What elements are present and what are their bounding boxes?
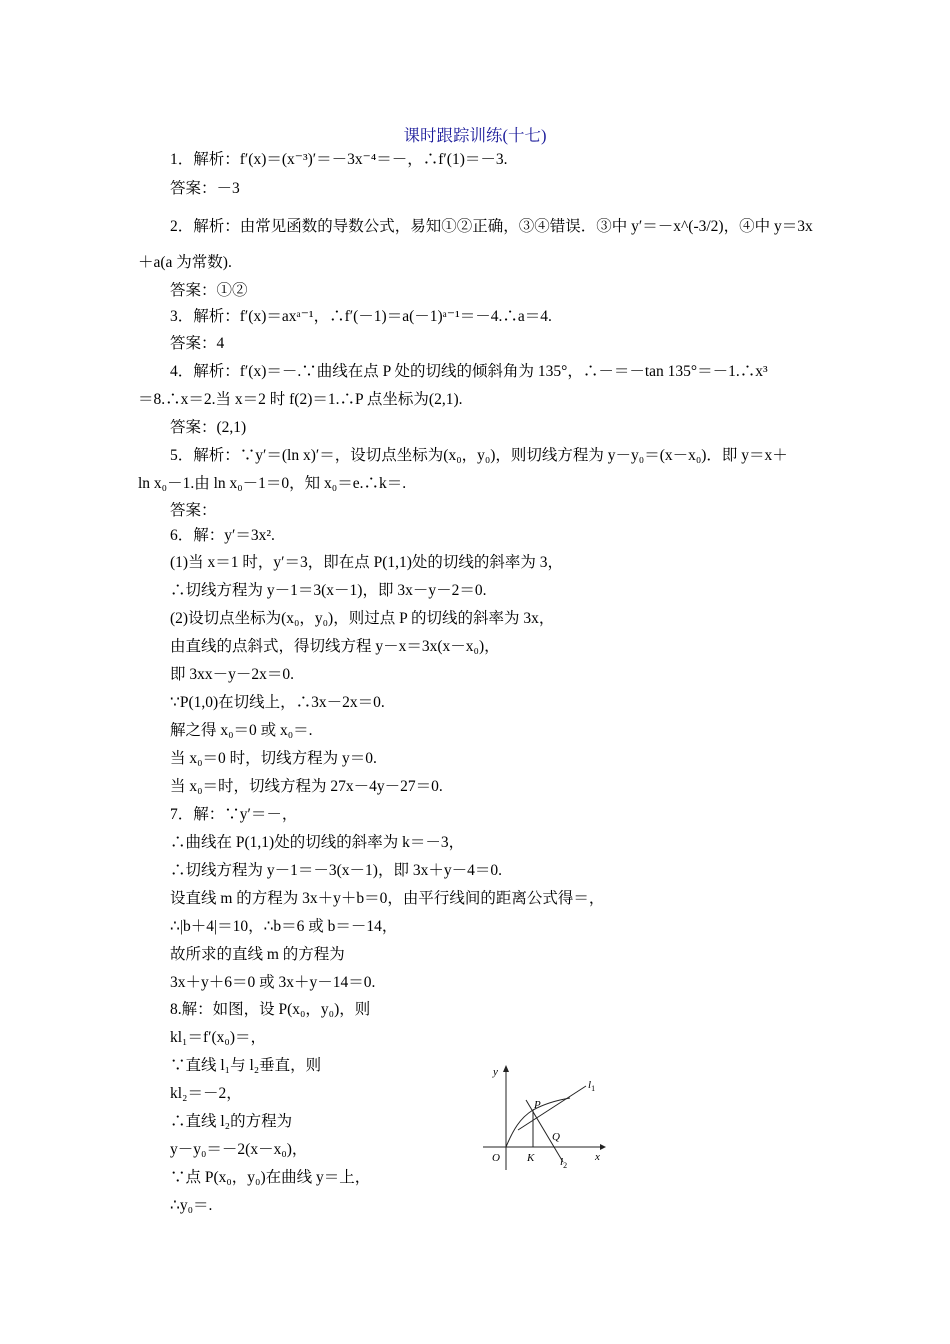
label-x: x (595, 1151, 600, 1163)
label-l2: $l_2$ (560, 1156, 568, 1170)
text-line: 当 x₀＝0 时，切线方程为 y＝0. (170, 750, 377, 767)
text-line: 4．解析：f′(x)＝－.∵曲线在点 P 处的切线的倾斜角为 135°，∴－＝－tan 135°＝－1.∴x³ (170, 363, 768, 380)
text-line: (1)当 x＝1 时，y′＝3，即在点 P(1,1)处的切线的斜率为 3， (170, 554, 564, 571)
text-line: ∴直线 l₂的方程为 (170, 1113, 293, 1130)
label-q: Q (552, 1131, 560, 1143)
text-line: 答案： (170, 502, 217, 519)
label-l1: $l_1$ (588, 1079, 596, 1093)
text-line: ∴曲线在 P(1,1)处的切线的斜率为 k＝－3， (170, 834, 465, 851)
text-line: ∴y₀＝. (170, 1197, 213, 1214)
tangent-line-l1 (518, 1086, 586, 1130)
text-line: ln x₀－1.由 ln x₀－1＝0，知 x₀＝e.∴k＝. (138, 475, 407, 492)
text-line: ∴|b＋4|＝10，∴b＝6 或 b＝－14， (170, 918, 398, 935)
text-line: 由直线的点斜式，得切线方程 y－x＝3x(x－x₀)， (170, 638, 500, 655)
text-line: 3x＋y＋6＝0 或 3x＋y－14＝0. (170, 974, 376, 991)
label-p: P (534, 1099, 541, 1111)
text-line: ∵直线 l₁与 l₂垂直，则 (170, 1057, 322, 1074)
label-y: y (493, 1066, 498, 1078)
text-line: ＝8.∴x＝2.当 x＝2 时 f(2)＝1.∴P 点坐标为(2,1). (138, 391, 463, 408)
text-line: (2)设切点坐标为(x₀，y₀)，则过点 P 的切线的斜率为 3x， (170, 610, 555, 627)
text-line: 解之得 x₀＝0 或 x₀＝. (170, 722, 313, 739)
text-line: 设直线 m 的方程为 3x＋y＋b＝0，由平行线间的距离公式得＝， (170, 890, 605, 907)
x-axis-arrow (600, 1144, 606, 1150)
text-line: y－y₀＝－2(x－x₀)， (170, 1141, 308, 1158)
text-line: kl₂＝－2， (170, 1085, 242, 1102)
y-axis-arrow (503, 1065, 509, 1072)
text-line: kl₁＝f′(x₀)＝， (170, 1029, 266, 1046)
text-line: 1．解析：f′(x)＝(x⁻³)′＝－3x⁻⁴＝－，∴f′(1)＝－3. (170, 151, 508, 168)
text-line: 7．解：∵y′＝－， (170, 806, 298, 823)
text-line: 6．解：y′＝3x². (170, 527, 275, 544)
text-line: 答案：－3 (170, 180, 240, 197)
text-line: ∵P(1,0)在切线上，∴3x－2x＝0. (170, 694, 385, 711)
text-line: ∴切线方程为 y－1＝－3(x－1)，即 3x＋y－4＝0. (170, 862, 502, 879)
text-line: 答案：(2,1) (170, 419, 247, 436)
text-line: 2．解析：由常见函数的导数公式，易知①②正确，③④错误．③中 y′＝－x^(-3/2)，④中 y＝3x (170, 218, 813, 235)
text-line: ＋a(a 为常数). (138, 254, 232, 271)
text-line: ∴切线方程为 y－1＝3(x－1)，即 3x－y－2＝0. (170, 582, 487, 599)
text-line: 8.解：如图，设 P(x₀，y₀)，则 (170, 1001, 371, 1018)
text-line: 答案：①② (170, 282, 248, 299)
tangent-figure (478, 1058, 608, 1173)
text-line: 答案：4 (170, 335, 225, 352)
label-k: K (527, 1152, 535, 1164)
text-line: 即 3xx－y－2x＝0. (170, 666, 295, 683)
label-origin: O (492, 1152, 500, 1164)
text-line: 故所求的直线 m 的方程为 (170, 946, 345, 963)
page-title: 课时跟踪训练(十七) (403, 126, 547, 145)
text-line: 5．解析：∵y′＝(ln x)′＝，设切点坐标为(x₀，y₀)，则切线方程为 y－y₀＝(x－x₀)．即 y＝x＋ (170, 447, 788, 464)
text-line: 当 x₀＝时，切线方程为 27x－4y－27＝0. (170, 778, 443, 795)
text-line: ∵点 P(x₀，y₀)在曲线 y＝上， (170, 1169, 371, 1186)
text-line: 3．解析：f′(x)＝axᵃ⁻¹，∴f′(－1)＝a(－1)ᵃ⁻¹＝－4.∴a＝4. (170, 308, 552, 325)
